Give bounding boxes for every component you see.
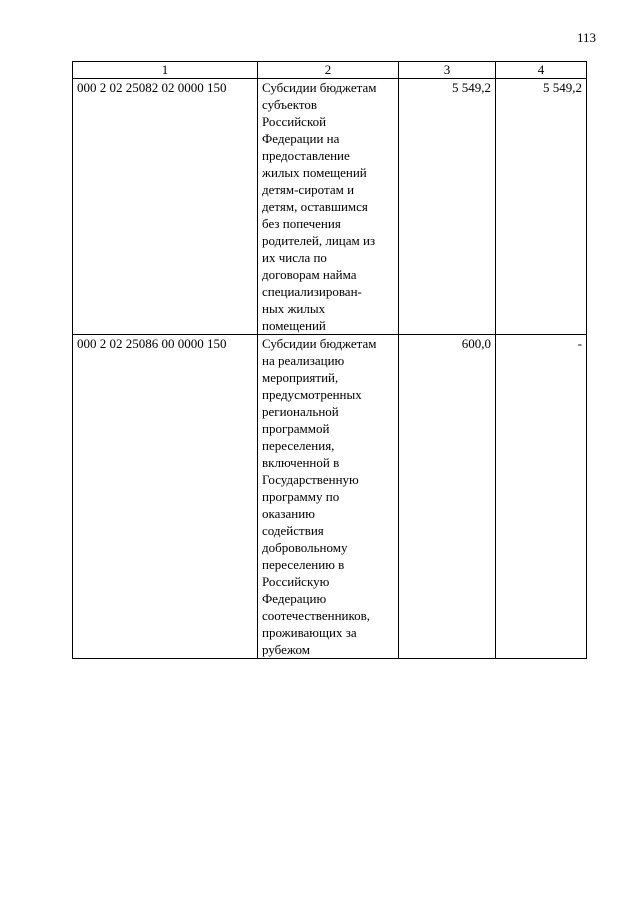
table-header-row xyxy=(73,62,587,79)
description-line: рубежом xyxy=(262,642,311,657)
description-line: программой xyxy=(262,421,330,436)
description-line: соотечественников, xyxy=(262,608,371,623)
description-cell xyxy=(258,335,399,659)
description-cell xyxy=(258,79,399,335)
description-line: Федерацию xyxy=(262,591,327,606)
table-row xyxy=(73,79,587,335)
description-line: договорам найма xyxy=(262,267,357,282)
description-line: региональной xyxy=(262,404,339,419)
amount-col4-cell: - xyxy=(496,335,587,659)
description-line: Субсидии бюджетам xyxy=(262,80,377,95)
column-header-4: 4 xyxy=(496,62,587,79)
description-line: оказанию xyxy=(262,506,315,521)
description-line: добровольному xyxy=(262,540,348,555)
column-header-1: 1 xyxy=(73,62,258,79)
table-row xyxy=(73,335,587,659)
description-line: Российской xyxy=(262,114,327,129)
description-line: предоставление xyxy=(262,148,350,163)
description-line: детям-сиротам и xyxy=(262,182,355,197)
description-line: без попечения xyxy=(262,216,341,231)
description-line: предусмотренных xyxy=(262,387,362,402)
amount-col4-cell: 5 549,2 xyxy=(496,79,587,335)
description-line: включенной в xyxy=(262,455,340,470)
description-line: программу по xyxy=(262,489,340,504)
page-number: 113 xyxy=(576,30,596,45)
description-line: Федерации на xyxy=(262,131,340,146)
description-line: проживающих за xyxy=(262,625,357,640)
column-header-2: 2 xyxy=(258,62,399,79)
budget-code-cell: 000 2 02 25082 02 0000 150 xyxy=(73,79,258,335)
description-line: на реализацию xyxy=(262,353,345,368)
description-line: содействия xyxy=(262,523,324,538)
budget-table xyxy=(72,61,587,659)
description-line: их числа по xyxy=(262,250,327,265)
description-line: Субсидии бюджетам xyxy=(262,336,377,351)
description-line: специализирован- xyxy=(262,284,362,299)
description-line: детям, оставшимся xyxy=(262,199,368,214)
description-line: переселения, xyxy=(262,438,335,453)
amount-col3-cell: 5 549,2 xyxy=(399,79,496,335)
description-line: переселению в xyxy=(262,557,345,572)
budget-code-cell: 000 2 02 25086 00 0000 150 xyxy=(73,335,258,659)
description-line: помещений xyxy=(262,318,326,333)
description-line: жилых помещений xyxy=(262,165,367,180)
description-line: мероприятий, xyxy=(262,370,339,385)
table-body xyxy=(73,79,587,659)
description-line: субъектов xyxy=(262,97,318,112)
description-line: Российскую xyxy=(262,574,330,589)
description-line: родителей, лицам из xyxy=(262,233,376,248)
description-line: Государственную xyxy=(262,472,359,487)
description-line: ных жилых xyxy=(262,301,326,316)
column-header-3: 3 xyxy=(399,62,496,79)
amount-col3-cell: 600,0 xyxy=(399,335,496,659)
